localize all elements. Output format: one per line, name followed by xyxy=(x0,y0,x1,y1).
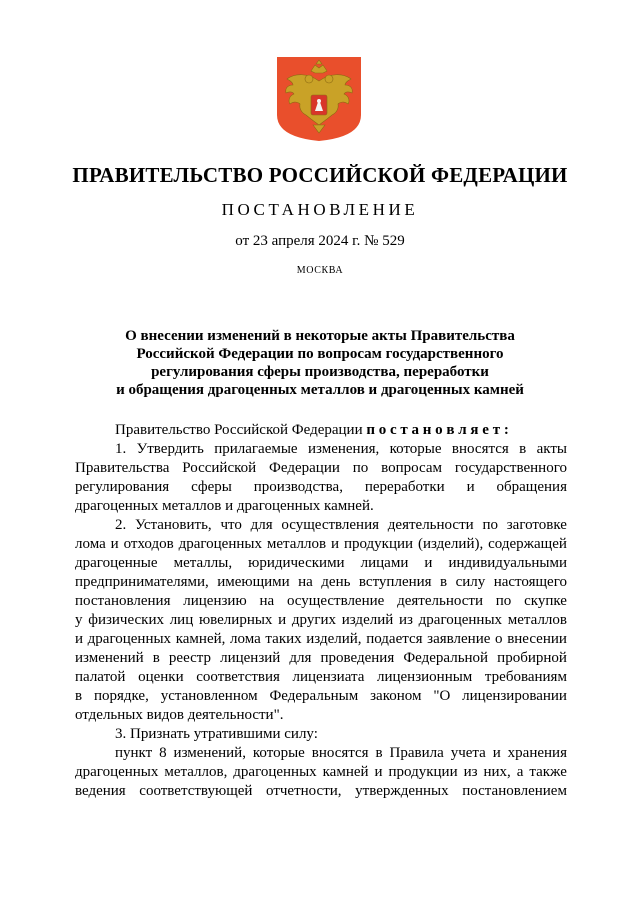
word: металлы, xyxy=(173,555,233,571)
word: постановлением xyxy=(462,783,567,799)
decree-word: п о с т а н о в л я е т : xyxy=(366,422,509,438)
word: для xyxy=(289,650,312,666)
word: учета xyxy=(450,745,486,761)
word: содержащей xyxy=(488,536,567,552)
word: заявление xyxy=(427,631,491,647)
word: драгоценных xyxy=(236,498,325,514)
word: в xyxy=(152,650,160,666)
word: отходов xyxy=(123,536,174,552)
body-line xyxy=(75,516,567,535)
word: изменений xyxy=(75,650,144,666)
word: лома xyxy=(230,631,261,647)
word: Утвердить xyxy=(136,441,204,457)
word: 1. xyxy=(115,441,127,457)
government-title: ПРАВИТЕЛЬСТВО РОССИЙСКОЙ ФЕДЕРАЦИИ xyxy=(72,163,568,187)
word: металлов, xyxy=(164,764,228,780)
word: переработки xyxy=(364,479,445,495)
word: и xyxy=(110,536,119,552)
word: и xyxy=(466,479,475,495)
word: акты xyxy=(536,441,567,457)
word: пробирной xyxy=(497,650,567,666)
word: Федеральным xyxy=(269,688,359,704)
word: утвержденных xyxy=(355,783,449,799)
word: Российской xyxy=(182,460,257,476)
word: а xyxy=(516,764,524,780)
word: деятельности". xyxy=(187,707,284,723)
word: заготовке xyxy=(506,517,567,533)
word: настоящего xyxy=(493,574,567,590)
word: деятельности xyxy=(397,593,483,609)
word: и xyxy=(75,631,84,647)
body-line xyxy=(75,744,567,763)
body-line xyxy=(75,611,567,630)
word: юридическими xyxy=(248,555,345,571)
word: производства, xyxy=(253,479,343,495)
word: лицензий xyxy=(220,650,281,666)
word: драгоценных xyxy=(418,612,503,628)
word: скупке xyxy=(524,593,567,609)
state-emblem xyxy=(275,55,363,143)
body-line xyxy=(75,459,567,478)
word: на xyxy=(298,574,313,590)
word: по xyxy=(495,593,512,609)
document-subject xyxy=(0,327,640,399)
subject-line: регулирования сферы производства, переработки xyxy=(151,364,489,380)
word: ведения xyxy=(75,783,126,799)
document-city: МОСКВА xyxy=(296,265,344,276)
word: и xyxy=(374,764,383,780)
word: также xyxy=(529,764,567,780)
word: 8 xyxy=(159,745,167,761)
word: драгоценных xyxy=(178,536,262,552)
word: изделий, xyxy=(306,631,362,647)
word: которые xyxy=(252,745,305,761)
word: вступления xyxy=(358,574,432,590)
word: металлов xyxy=(162,498,226,514)
subject-line: О внесении изменений в некоторые акты Правительства xyxy=(125,328,515,344)
word: в xyxy=(75,688,83,704)
word: соответствия xyxy=(196,669,280,685)
word: и xyxy=(424,555,433,571)
word: продукции xyxy=(343,536,414,552)
word: таких xyxy=(265,631,302,647)
word: Федеральной xyxy=(403,650,489,666)
word: соответствующей xyxy=(139,783,253,799)
word: которые xyxy=(389,441,442,457)
word: камней, xyxy=(175,631,226,647)
word: изменений, xyxy=(173,745,246,761)
word: вносятся xyxy=(311,745,369,761)
word: них, xyxy=(483,764,511,780)
word: силу: xyxy=(284,726,318,742)
word: палатой xyxy=(75,669,126,685)
word: обращения xyxy=(496,479,567,495)
body-line xyxy=(75,668,567,687)
word: лицензию xyxy=(183,593,247,609)
word: установленном xyxy=(160,688,258,704)
word: лома xyxy=(75,536,106,552)
body-line xyxy=(75,687,567,706)
word: продукции xyxy=(388,764,458,780)
word: сферы xyxy=(191,479,232,495)
body-line xyxy=(75,554,567,573)
word: 2. xyxy=(115,517,127,533)
word: лиц xyxy=(169,612,194,628)
word: что xyxy=(220,517,242,533)
word: ювелирных xyxy=(198,612,273,628)
body-line xyxy=(75,630,567,649)
word: утратившими xyxy=(193,726,285,742)
subject-line: Российской Федерации по вопросам государственного xyxy=(136,346,504,362)
body-line xyxy=(75,763,567,782)
word: драгоценные xyxy=(75,555,158,571)
word: драгоценных xyxy=(75,764,159,780)
word: вносятся xyxy=(451,441,509,457)
body-line xyxy=(75,725,567,744)
word: о xyxy=(495,631,503,647)
word: в xyxy=(440,574,448,590)
word: порядке, xyxy=(93,688,149,704)
word: вопросам xyxy=(381,460,442,476)
word: в xyxy=(519,441,527,457)
word: камней xyxy=(322,764,369,780)
word: и xyxy=(278,612,287,628)
word: изменения, xyxy=(307,441,380,457)
word: Федерации xyxy=(269,460,340,476)
word: из xyxy=(398,612,413,628)
word: в xyxy=(375,745,383,761)
body-line xyxy=(75,535,567,554)
word: внесении xyxy=(507,631,567,647)
word: лицами xyxy=(360,555,409,571)
word: по xyxy=(352,460,369,476)
body-line xyxy=(75,649,567,668)
word: отчетности, xyxy=(266,783,342,799)
word: лицензионным xyxy=(376,669,473,685)
word: металлов xyxy=(507,612,567,628)
body-line xyxy=(75,440,567,459)
word: регулирования xyxy=(75,479,170,495)
word: силу xyxy=(455,574,486,590)
word: осуществления xyxy=(281,517,380,533)
body-line xyxy=(75,782,567,801)
intro-line xyxy=(75,421,567,440)
word: (изделий), xyxy=(417,536,484,552)
word: подается xyxy=(366,631,423,647)
word: Признать xyxy=(130,726,194,742)
intro-text: Правительство Российской Федерации xyxy=(115,422,363,438)
word: из xyxy=(463,764,478,780)
word: Установить, xyxy=(135,517,212,533)
word: реестр xyxy=(168,650,212,666)
word: драгоценных xyxy=(233,764,317,780)
word: лицензиата xyxy=(292,669,365,685)
document-type: ПОСТАНОВЛЕНИЕ xyxy=(221,200,419,219)
word: и xyxy=(331,536,340,552)
word: индивидуальными xyxy=(448,555,567,571)
word: 3. xyxy=(115,726,130,742)
word: по xyxy=(482,517,498,533)
word: "О xyxy=(433,688,451,704)
word: для xyxy=(250,517,273,533)
body-line xyxy=(75,478,567,497)
word: других xyxy=(291,612,337,628)
word: видов xyxy=(146,707,188,723)
body-line xyxy=(75,497,567,516)
word: на xyxy=(259,593,275,609)
document-date-number: от 23 апреля 2024 г. № 529 xyxy=(235,233,405,249)
body-line xyxy=(75,573,567,592)
word: и xyxy=(492,745,501,761)
word: день xyxy=(321,574,351,590)
word: постановления xyxy=(75,593,171,609)
word: осуществление xyxy=(286,593,385,609)
word: деятельности xyxy=(387,517,474,533)
word: государственного xyxy=(454,460,567,476)
word: драгоценных xyxy=(75,498,163,514)
word: проведения xyxy=(320,650,395,666)
word: Правительства xyxy=(75,460,170,476)
word: законом xyxy=(370,688,422,704)
word: отдельных xyxy=(75,707,147,723)
word: физических xyxy=(88,612,164,628)
word: изделий xyxy=(341,612,394,628)
word: прилагаемые xyxy=(214,441,298,457)
word: предпринимателями, xyxy=(75,574,209,590)
word: металлов xyxy=(266,536,327,552)
word: имеющими xyxy=(217,574,290,590)
word: камней. xyxy=(324,498,374,514)
word: хранения xyxy=(507,745,567,761)
word: лицензировании xyxy=(462,688,567,704)
word: оценки xyxy=(138,669,184,685)
word: пункт xyxy=(115,745,153,761)
word: Правила xyxy=(389,745,444,761)
word: драгоценных xyxy=(87,631,172,647)
document-body xyxy=(75,421,567,801)
body-line xyxy=(75,706,567,725)
body-line xyxy=(75,592,567,611)
word: у xyxy=(75,612,83,628)
subject-line: и обращения драгоценных металлов и драгоценных камней xyxy=(116,382,524,398)
word: требованиям xyxy=(484,669,567,685)
word: и xyxy=(225,498,237,514)
